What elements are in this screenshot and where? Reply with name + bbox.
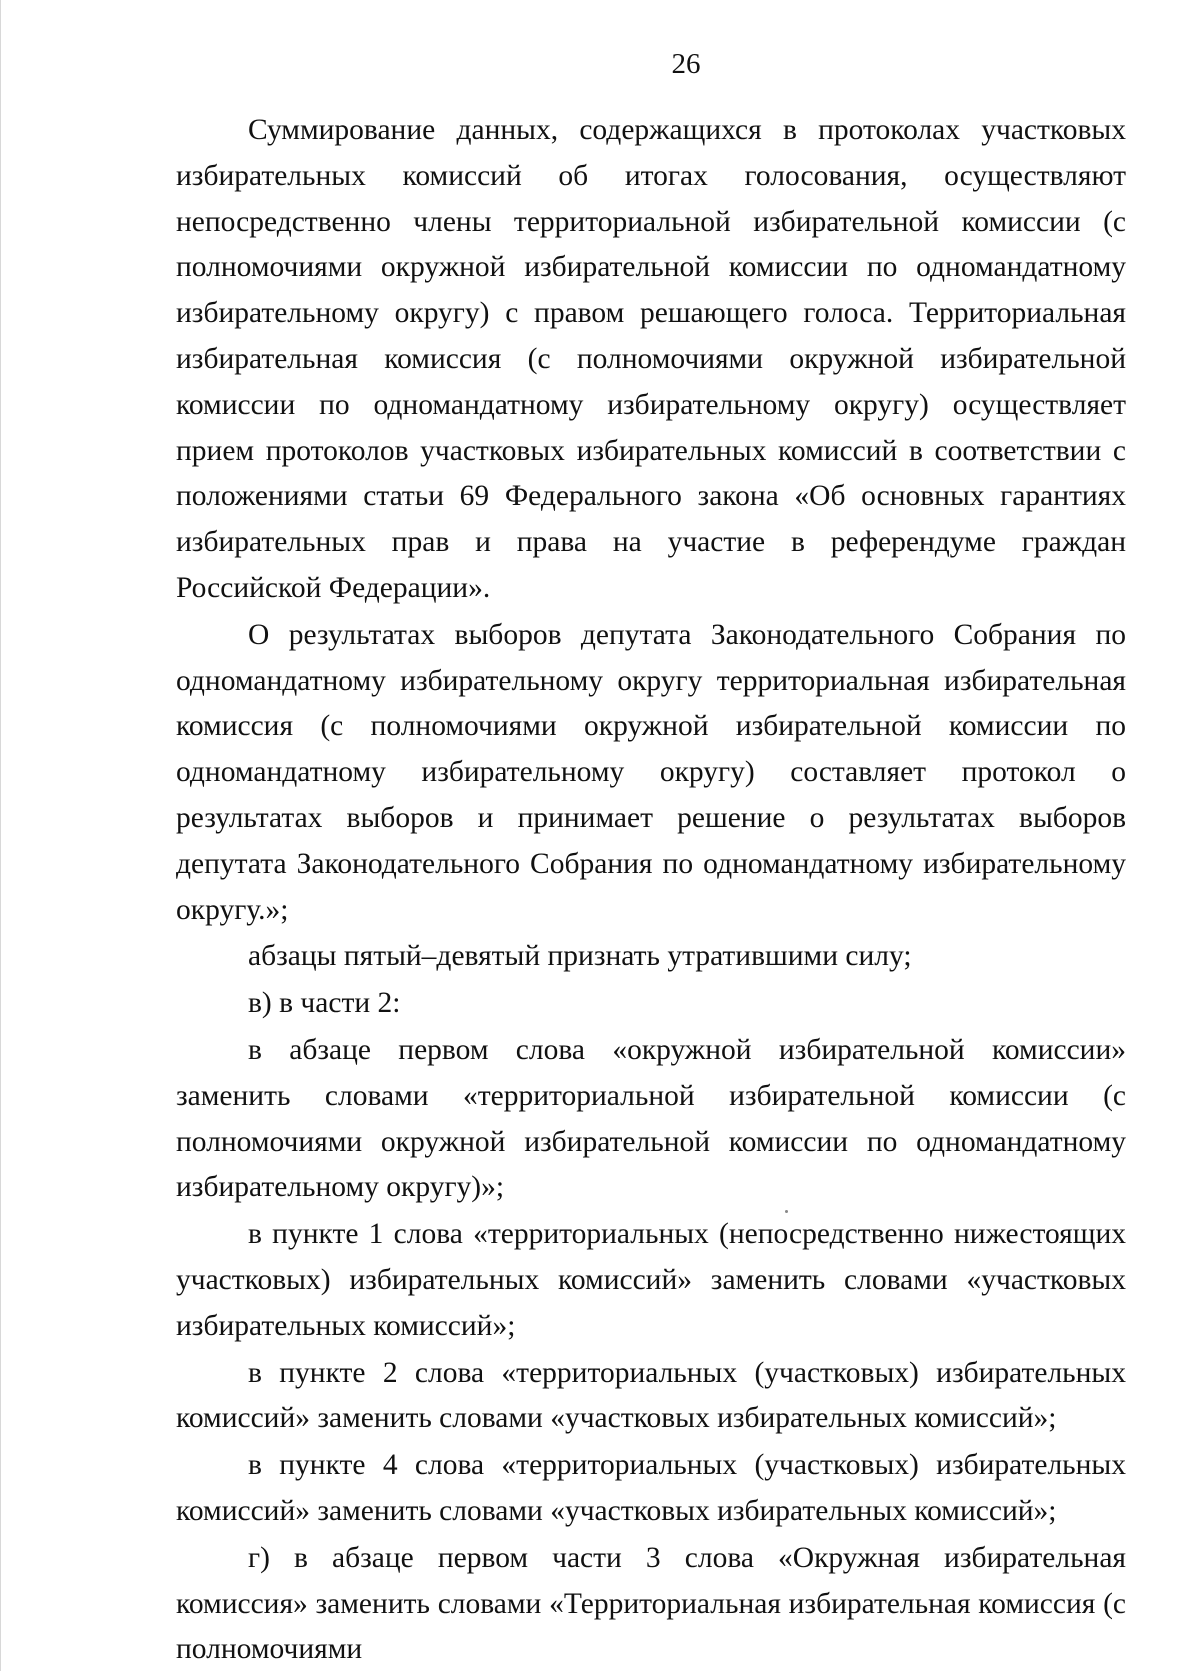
paragraph-item-4: в пункте 4 слова «территориальных (участковых) избирательных комиссий» заменить словами «участковых избирательных комиссий»; <box>176 1449 1126 1527</box>
paragraph-first-clause-replacement: в абзаце первом слова «окружной избирательной комиссии» заменить словами «территориальной избирательной комиссии (с полномочиями окружной избирательной комиссии по одномандатному избирательному округу)»; <box>176 1033 1126 1204</box>
paragraph-part-2-heading: в) в части 2: <box>248 987 401 1020</box>
paragraph-item-1: в пункте 1 слова «территориальных (непосредственно нижестоящих участковых) избирательных комиссий» заменить словами «участковых избирательных комиссий»; <box>176 1218 1126 1342</box>
paragraph-abolish-clauses: абзацы пятый–девятый признать утратившими силу; <box>248 940 912 973</box>
paragraph-item-2: в пункте 2 слова «территориальных (участковых) избирательных комиссий» заменить словами «участковых избирательных комиссий»; <box>176 1356 1126 1435</box>
page-number: 26 <box>671 48 701 80</box>
paragraph-summation: Суммирование данных, содержащихся в протоколах участковых избирательных комиссий об итогах голосования, осуществляют непосредственно члены территориальной избирательной комиссии (с полномочиями окружной избирательной комиссии по одномандатному избирательному округу) с правом решающего голоса. Территориальная избирательная комиссия (с полномочиями окружной избирательной комиссии по одномандатному избирательному округу) осуществляет прием протоколов участковых избирательных комиссий в соответствии с положениями статьи 69 Федерального закона «Об основных гарантиях избирательных прав и права на участие в референдуме граждан Российской Федерации». <box>176 114 1126 604</box>
paragraph-election-results: О результатах выборов депутата Законодательного Собрания по одномандатному избирательному округу территориальная избирательная комиссия (с полномочиями окружной избирательной комиссии по одномандатному избирательному округу) составляет протокол о результатах выборов и принимает решение о результатах выборов депутата Законодательного Собрания по одномандатному избирательному округу.»; <box>176 618 1126 926</box>
document-body <box>176 108 1126 1674</box>
paragraph-part-3: г) в абзаце первом части 3 слова «Окружная избирательная комиссия» заменить словами «Территориальная избирательная комиссия (с полномочиями <box>176 1541 1126 1666</box>
scan-speck <box>785 1210 788 1213</box>
